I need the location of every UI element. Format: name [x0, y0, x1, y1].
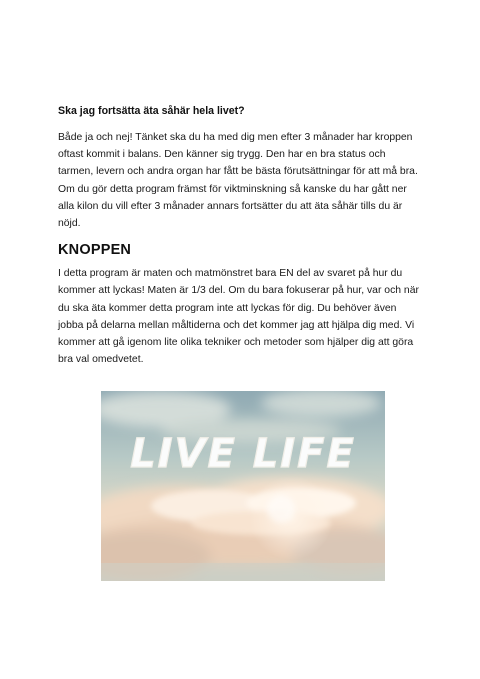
- live-life-photo: [101, 391, 385, 581]
- question-heading: Ska jag fortsätta äta såhär hela livet?: [58, 105, 245, 117]
- section-heading-knoppen: KNOPPEN: [58, 242, 132, 259]
- paragraph-knoppen: I detta program är maten och matmönstret bara EN del av svaret på hur du kommer att lyckas! Maten är 1/3 del. Om du bara fokuserar på hur, var och när du ska äta kommer detta program inte att lyckas för dig. Du behöver även jobba på delarna mellan måltiderna och det kommer jag att hjälpa dig med. Vi kommer att gå igenom lite olika tekniker och metoder som hjälper dig att göra bra val omedvetet.: [58, 268, 419, 366]
- live-life-text: LIVE LIFE: [130, 431, 356, 477]
- document-body: [58, 104, 420, 368]
- paragraph-balance: Både ja och nej! Tänket ska du ha med dig men efter 3 månader har kroppen oftast kommit i balans. Den känner sig trygg. Den har en bra status och tarmen, levern och andra organ har fått be bästa förutsättningar för att må bra. Om du gör detta program främst för viktminskning så kanske du har gått ner alla kilon du vill efter 3 månader annars fortsätter du att äta såhär tills du är nöjd.: [58, 132, 418, 230]
